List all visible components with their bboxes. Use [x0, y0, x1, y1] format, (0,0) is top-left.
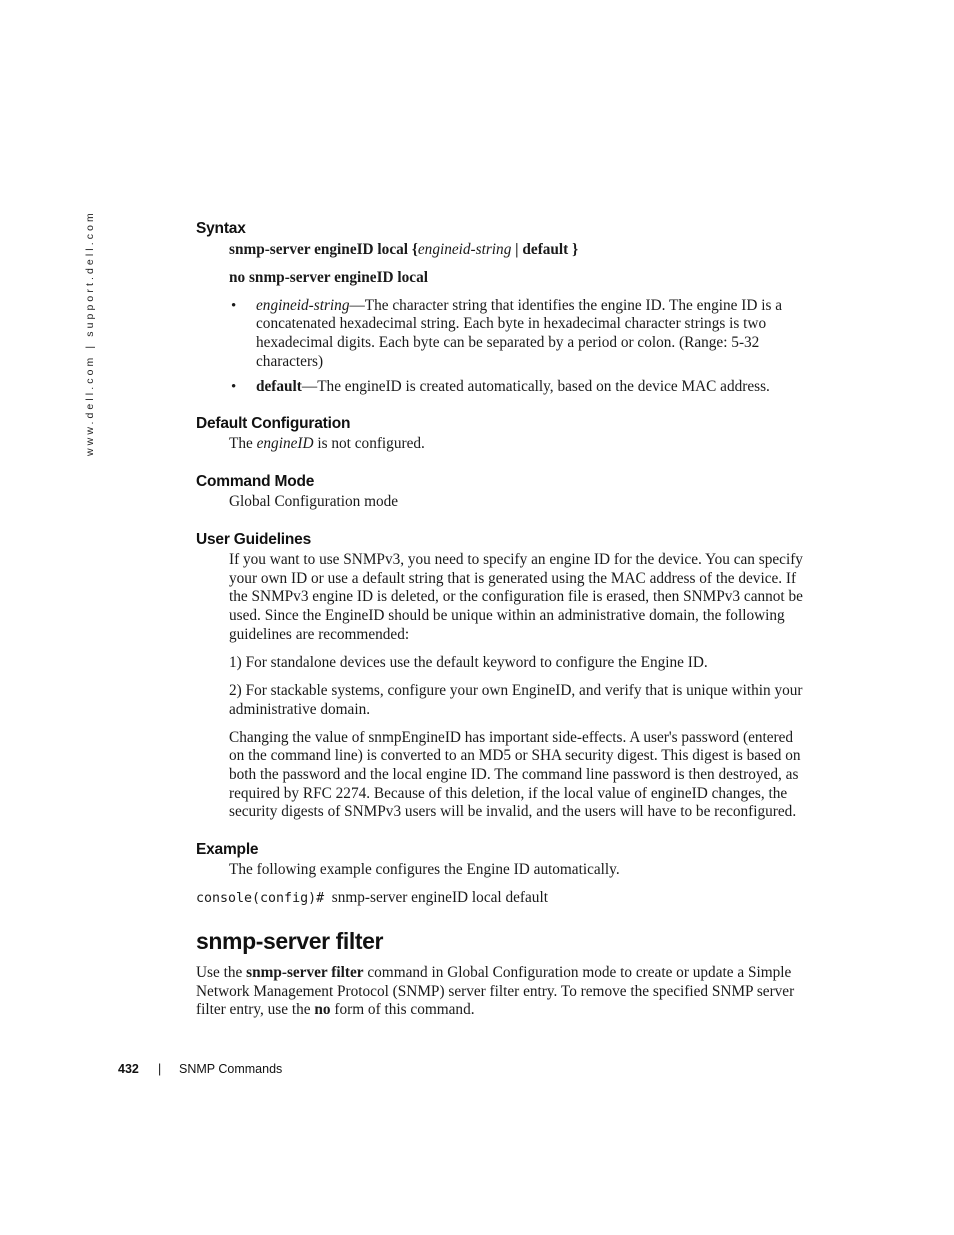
guidelines-p2-line-1: Changing the value of snmpEngineID has important side-effects. A user's password (entered	[229, 729, 794, 746]
code-prompt: console(config)#	[196, 891, 325, 906]
bullet2-text: —The engineID is created automatically, based on the device MAC address.	[301, 378, 770, 395]
footer-section: SNMP Commands	[179, 1062, 283, 1076]
filter-line1-pre: Use the	[196, 964, 247, 981]
filter-line-3	[196, 1001, 475, 1020]
guidelines-p2-line-5: security digests of SNMPv3 users will be invalid, and the users will have to be reconfigured.	[229, 803, 797, 820]
footer-separator: |	[158, 1062, 162, 1076]
filter-line1-post: command in Global Configuration mode to create or update a Simple	[363, 964, 792, 981]
default-config-text	[229, 435, 425, 454]
guidelines-item-1: 1) For standalone devices use the default keyword to configure the Engine ID.	[229, 654, 708, 671]
syntax-heading: Syntax	[196, 220, 246, 237]
bullet2-line	[256, 378, 770, 397]
bullet1-line-1	[256, 297, 782, 316]
default-config-heading: Default Configuration	[196, 415, 351, 432]
guidelines-p1-line-2: your own ID or use a default string that is generated using the MAC address of the device. If	[229, 570, 797, 587]
guidelines-item-2-line-2: administrative domain.	[229, 701, 371, 718]
bullet1-line-4: characters)	[256, 353, 324, 370]
bullet1-line-2: concatenated hexadecimal string. Each byte in hexadecimal character strings is two	[256, 315, 767, 332]
filter-line-2: Network Management Protocol (SNMP) server filter entry. To remove the specified SNMP server	[196, 983, 795, 1000]
example-heading: Example	[196, 841, 259, 858]
guidelines-item-2-line-1: 2) For stackable systems, configure your own EngineID, and verify that is unique within your	[229, 682, 803, 699]
bullet-2: •	[231, 379, 237, 395]
page-number: 432	[118, 1062, 139, 1076]
command-mode-heading: Command Mode	[196, 473, 315, 490]
syntax-command	[229, 241, 578, 260]
code-command: snmp-server engineID local default	[331, 889, 548, 906]
default-config-prefix: The	[229, 435, 257, 452]
user-guidelines-heading: User Guidelines	[196, 531, 312, 548]
bullet1-text: —The character string that identifies the engine ID. The engine ID is a	[349, 297, 783, 314]
filter-line3-keyword: no	[314, 1001, 331, 1018]
syntax-no-command: no snmp-server engineID local	[229, 269, 428, 286]
default-config-term: engineID	[256, 435, 314, 452]
guidelines-p2-line-3: both the password and the local engine ID. The command line password is then destroyed, as	[229, 766, 799, 783]
syntax-cmd-sep: |	[511, 241, 523, 258]
syntax-cmd-prefix: snmp-server engineID local {	[229, 241, 418, 258]
syntax-cmd-param: engineid-string	[417, 241, 512, 258]
guidelines-p2-line-2: on the command line) is converted to an MD5 or SHA security digest. This digest is based on	[229, 747, 801, 764]
guidelines-p1-line-4: used. Since the EngineID should be unique within an administrative domain, the following	[229, 607, 785, 624]
guidelines-p1-line-3: the SNMPv3 engine ID is deleted, or the configuration file is erased, then SNMPv3 cannot be	[229, 588, 803, 605]
filter-line-1	[196, 964, 791, 983]
bullet1-line-3: hexadecimal digits. Each byte can be separated by a period or colon. (Range: 5-32	[256, 334, 760, 351]
command-mode-text: Global Configuration mode	[229, 493, 399, 510]
filter-section-title: snmp-server filter	[196, 928, 384, 954]
guidelines-p1-line-1: If you want to use SNMPv3, you need to specify an engine ID for the device. You can specify	[229, 551, 803, 568]
bullet2-term: default	[256, 378, 302, 395]
side-url: www.dell.com | support.dell.com	[84, 210, 96, 456]
filter-line3-pre: filter entry, use the	[196, 1001, 315, 1018]
syntax-cmd-suffix: }	[568, 241, 579, 258]
default-config-suffix: is not configured.	[313, 435, 425, 452]
filter-line3-post: form of this command.	[330, 1001, 475, 1018]
bullet-1: •	[231, 298, 237, 314]
syntax-cmd-default: default	[522, 241, 569, 258]
filter-line1-cmd: snmp-server filter	[246, 964, 364, 981]
example-code	[196, 889, 548, 909]
bullet1-term: engineid-string	[256, 297, 350, 314]
guidelines-p1-line-5: guidelines are recommended:	[229, 626, 410, 643]
guidelines-p2-line-4: required by RFC 2274. Because of this deletion, if the local value of engineID changes, the	[229, 785, 788, 802]
example-text: The following example configures the Engine ID automatically.	[229, 861, 620, 878]
